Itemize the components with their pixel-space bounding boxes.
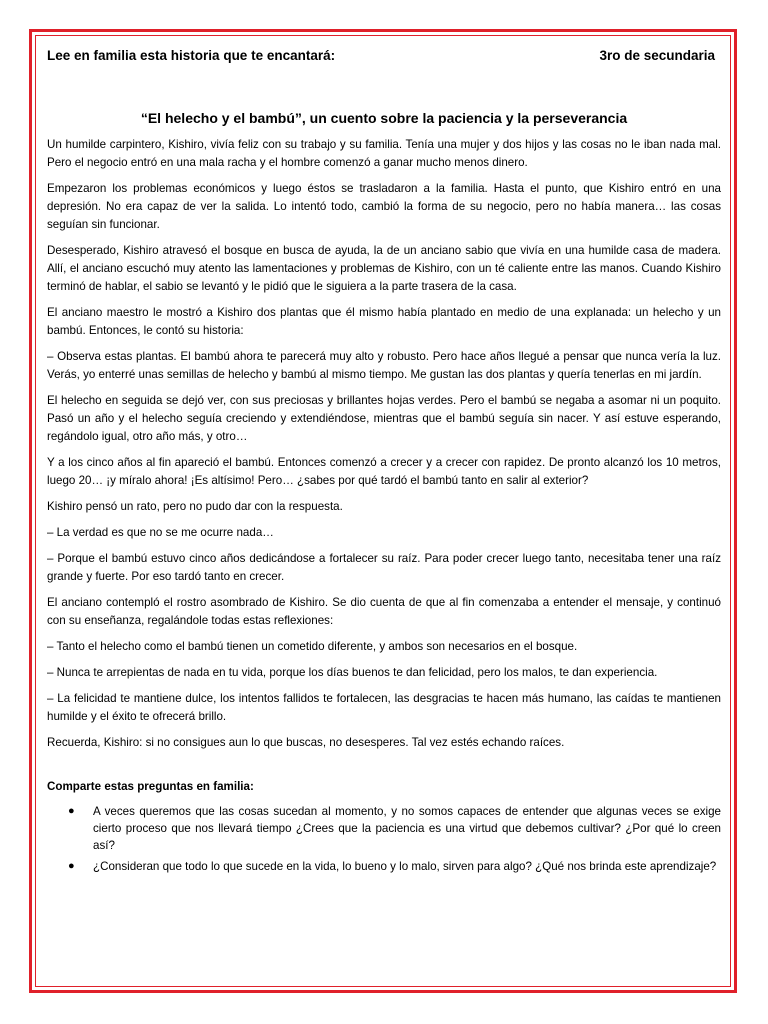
header-instruction: Lee en familia esta historia que te encantará: bbox=[47, 48, 336, 63]
story-paragraph: – La verdad es que no se me ocurre nada… bbox=[47, 526, 274, 539]
bullet-icon: ● bbox=[68, 805, 75, 817]
story-paragraph: El anciano contempló el rostro asombrado de Kishiro. Se dio cuenta de que al fin comenzaba a entender el mensaje, y continuó con su enseñanza, regalándole todas estas reflexiones: bbox=[47, 596, 721, 627]
story-paragraph: Desesperado, Kishiro atravesó el bosque en busca de ayuda, la de un anciano sabio que vivía en una humilde casa de madera. Allí, el anciano escuchó muy atento las lamentaciones y problemas de Kishiro, con un té caliente entre las manos. Cuando Kishiro terminó de hablar, el sabio se levantó y le pidió que le siguiera a la parte trasera de la casa. bbox=[47, 244, 721, 293]
story-paragraph: Kishiro pensó un rato, pero no pudo dar con la respuesta. bbox=[47, 500, 343, 513]
story-paragraph: – Nunca te arrepientas de nada en tu vida, porque los días buenos te dan felicidad, pero los malos, te dan experiencia. bbox=[47, 666, 658, 679]
story-title: “El helecho y el bambú”, un cuento sobre la paciencia y la perseverancia bbox=[140, 110, 628, 126]
story-paragraph: El helecho en seguida se dejó ver, con sus preciosas y brillantes hojas verdes. Pero el bambú se negaba a asomar ni un poquito. Pasó un año y el helecho seguía creciendo y extendiéndose, mientras que el bambú seguía sin nacer. Y así estuve esperando, regándolo igual, otro año más, y otro… bbox=[47, 394, 721, 443]
question-text: A veces queremos que las cosas sucedan al momento, y no somos capaces de entender que algunas veces se exige cierto proceso que nos llevará tiempo ¿Crees que la paciencia es una virtud que debemos cultivar? ¿Por qué lo creen así? bbox=[93, 805, 721, 852]
story-paragraph: Un humilde carpintero, Kishiro, vivía feliz con su trabajo y su familia. Tenía una mujer y dos hijos y las cosas no le iban nada mal. Pero el negocio entró en una mala racha y el hombre comenzó a ganar mucho menos dinero. bbox=[47, 138, 721, 169]
story-paragraph: – Observa estas plantas. El bambú ahora te parecerá muy alto y robusto. Pero hace años llegué a pensar que nunca vería la luz. Verás, yo enterré unas semillas de helecho y bambú al mismo tiempo. Me gustan las dos plantas y quería tenerlas en mi jardín. bbox=[47, 350, 721, 381]
grade-label: 3ro de secundaria bbox=[599, 48, 715, 63]
story-paragraph: Empezaron los problemas económicos y luego éstos se trasladaron a la familia. Hasta el punto, que Kishiro entró en una depresión. No era capaz de ver la salida. Lo intentó todo, cambió la forma de su negocio, pero no había manera… las cosas seguían sin funcionar. bbox=[47, 182, 721, 231]
story-paragraph: – La felicidad te mantiene dulce, los intentos fallidos te fortalecen, las desgracias te hacen más humano, las caídas te mantienen humilde y el éxito te ofrecerá brillo. bbox=[47, 692, 721, 723]
story-body bbox=[47, 136, 721, 752]
story-paragraph: Y a los cinco años al fin apareció el bambú. Entonces comenzó a crecer y a crecer con rapidez. De pronto alcanzó los 10 metros, luego 20… ¡y míralo ahora! ¡Es altísimo! Pero… ¿sabes por qué tardó el bambú tanto en salir al exterior? bbox=[47, 456, 721, 487]
question-text: ¿Consideran que todo lo que sucede en la vida, lo bueno y lo malo, sirven para algo? ¿Qué nos brinda este aprendizaje? bbox=[93, 860, 717, 873]
question-item bbox=[47, 803, 721, 854]
story-paragraph: El anciano maestro le mostró a Kishiro dos plantas que él mismo había plantado en medio de una explanada: un helecho y un bambú. Entonces, le contó su historia: bbox=[47, 306, 721, 337]
header bbox=[47, 44, 721, 68]
story-paragraph: – Tanto el helecho como el bambú tienen un cometido diferente, y ambos son necesarios en el bosque. bbox=[47, 640, 578, 653]
questions-heading: Comparte estas preguntas en familia: bbox=[47, 780, 254, 793]
document-content bbox=[47, 44, 721, 879]
story-paragraph: – Porque el bambú estuvo cinco años dedicándose a fortalecer su raíz. Para poder crecer luego tanto, necesitaba tener una raíz grande y fuerte. Por eso tardó tanto en crecer. bbox=[47, 552, 721, 583]
questions-list bbox=[47, 803, 721, 875]
bullet-icon: ● bbox=[68, 860, 75, 872]
story-paragraph: Recuerda, Kishiro: si no consigues aun lo que buscas, no desesperes. Tal vez estés echando raíces. bbox=[47, 736, 565, 749]
question-item bbox=[47, 858, 721, 875]
